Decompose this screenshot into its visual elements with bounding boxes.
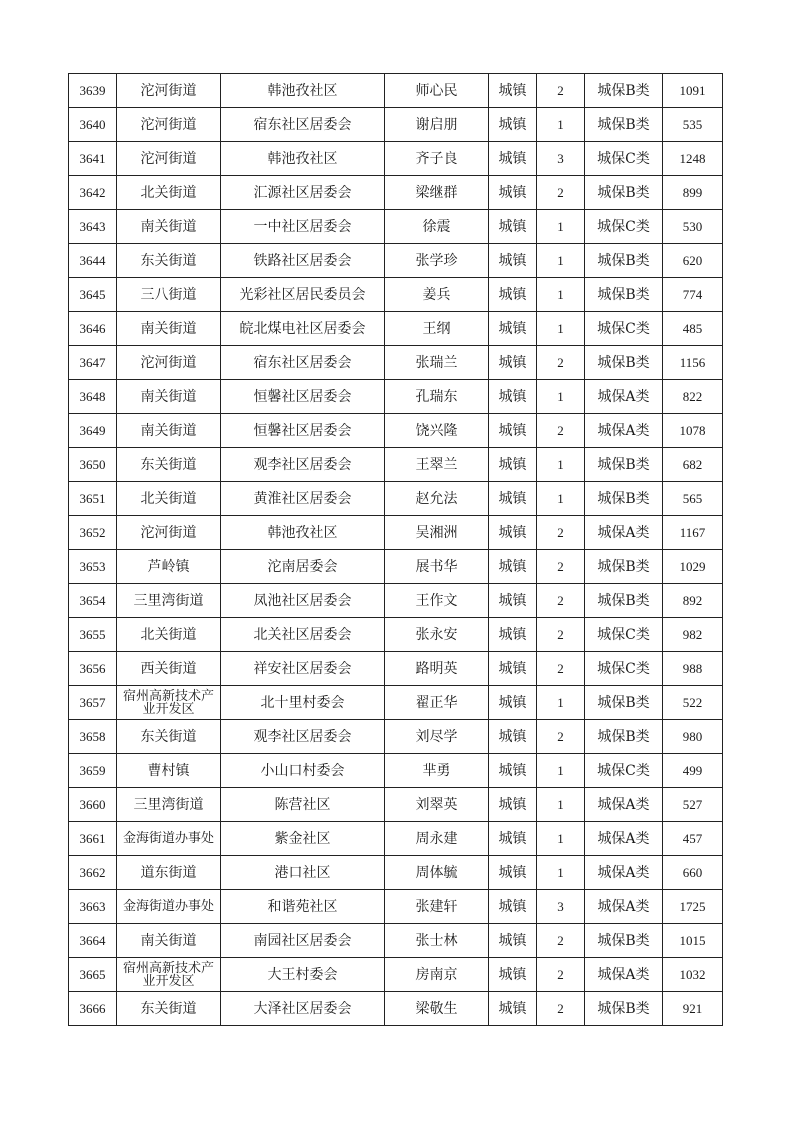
cell-person-name: 梁继群: [385, 176, 489, 210]
cell-area-type: 城镇: [489, 958, 537, 992]
cell-household-count: 2: [537, 414, 585, 448]
cell-amount: 522: [663, 686, 723, 720]
cell-street-office: [117, 686, 221, 720]
cell-serial-number: 3660: [69, 788, 117, 822]
cell-serial-number: 3656: [69, 652, 117, 686]
cell-community: 韩池孜社区: [221, 142, 385, 176]
cell-person-name: 谢启朋: [385, 108, 489, 142]
cell-street-office: 三八街道: [117, 278, 221, 312]
cell-amount: 499: [663, 754, 723, 788]
cell-community: 观李社区居委会: [221, 448, 385, 482]
cell-amount: 1156: [663, 346, 723, 380]
cell-community: 南园社区居委会: [221, 924, 385, 958]
cell-street-office: 南关街道: [117, 210, 221, 244]
cell-street-office-text: 金海街道办事处: [122, 831, 214, 846]
cell-household-count: 1: [537, 278, 585, 312]
cell-area-type: 城镇: [489, 924, 537, 958]
cell-household-count: 2: [537, 584, 585, 618]
cell-amount: 1248: [663, 142, 723, 176]
cell-household-count: 3: [537, 142, 585, 176]
cell-area-type: 城镇: [489, 686, 537, 720]
cell-insurance-category: 城保A类: [585, 822, 663, 856]
cell-street-office: 北关街道: [117, 618, 221, 652]
cell-community: 陈营社区: [221, 788, 385, 822]
cell-community: 宿东社区居委会: [221, 108, 385, 142]
cell-insurance-category: 城保B类: [585, 244, 663, 278]
cell-amount: 899: [663, 176, 723, 210]
cell-amount: 921: [663, 992, 723, 1026]
table-row: [69, 244, 723, 278]
cell-household-count: 2: [537, 550, 585, 584]
cell-person-name: 姜兵: [385, 278, 489, 312]
cell-area-type: 城镇: [489, 414, 537, 448]
cell-amount: 682: [663, 448, 723, 482]
table-row: [69, 890, 723, 924]
cell-household-count: 1: [537, 686, 585, 720]
cell-person-name: 梁敬生: [385, 992, 489, 1026]
cell-community: 小山口村委会: [221, 754, 385, 788]
cell-street-office: [117, 822, 221, 856]
cell-serial-number: 3661: [69, 822, 117, 856]
cell-community: 黄淮社区居委会: [221, 482, 385, 516]
cell-community: 一中社区居委会: [221, 210, 385, 244]
cell-person-name: 张永安: [385, 618, 489, 652]
cell-serial-number: 3643: [69, 210, 117, 244]
cell-community: 恒馨社区居委会: [221, 380, 385, 414]
cell-person-name: 王纲: [385, 312, 489, 346]
table-row: [69, 108, 723, 142]
cell-community: 观李社区居委会: [221, 720, 385, 754]
cell-amount: 1029: [663, 550, 723, 584]
cell-household-count: 1: [537, 380, 585, 414]
cell-community: 祥安社区居委会: [221, 652, 385, 686]
cell-area-type: 城镇: [489, 754, 537, 788]
cell-person-name: 刘尽学: [385, 720, 489, 754]
table-row: [69, 74, 723, 108]
table-row: [69, 856, 723, 890]
cell-area-type: 城镇: [489, 142, 537, 176]
table-row: [69, 380, 723, 414]
cell-street-office: 东关街道: [117, 720, 221, 754]
cell-serial-number: 3655: [69, 618, 117, 652]
cell-area-type: 城镇: [489, 618, 537, 652]
cell-insurance-category: 城保B类: [585, 346, 663, 380]
cell-household-count: 2: [537, 346, 585, 380]
cell-community: 凤池社区居委会: [221, 584, 385, 618]
cell-household-count: 2: [537, 176, 585, 210]
cell-insurance-category: 城保B类: [585, 924, 663, 958]
table-row: [69, 210, 723, 244]
cell-household-count: 2: [537, 992, 585, 1026]
cell-serial-number: 3651: [69, 482, 117, 516]
cell-area-type: 城镇: [489, 380, 537, 414]
cell-insurance-category: 城保A类: [585, 380, 663, 414]
table-row: [69, 142, 723, 176]
cell-person-name: 王翠兰: [385, 448, 489, 482]
cell-area-type: 城镇: [489, 822, 537, 856]
cell-household-count: 1: [537, 312, 585, 346]
cell-amount: 982: [663, 618, 723, 652]
cell-insurance-category: 城保C类: [585, 754, 663, 788]
cell-community: 北关社区居委会: [221, 618, 385, 652]
cell-insurance-category: 城保B类: [585, 176, 663, 210]
cell-household-count: 2: [537, 720, 585, 754]
table-row: [69, 686, 723, 720]
cell-insurance-category: 城保B类: [585, 278, 663, 312]
cell-street-office: 沱河街道: [117, 346, 221, 380]
cell-amount: 565: [663, 482, 723, 516]
cell-street-office: 北关街道: [117, 176, 221, 210]
table-row: [69, 346, 723, 380]
cell-serial-number: 3648: [69, 380, 117, 414]
table-body: [69, 74, 723, 1026]
cell-serial-number: 3659: [69, 754, 117, 788]
cell-area-type: 城镇: [489, 856, 537, 890]
cell-amount: 620: [663, 244, 723, 278]
table-row: [69, 618, 723, 652]
cell-household-count: 2: [537, 516, 585, 550]
cell-insurance-category: 城保B类: [585, 550, 663, 584]
cell-person-name: 刘翠英: [385, 788, 489, 822]
cell-community: 和谐苑社区: [221, 890, 385, 924]
cell-amount: 1091: [663, 74, 723, 108]
cell-amount: 988: [663, 652, 723, 686]
cell-street-office: 沱河街道: [117, 108, 221, 142]
cell-street-office: 东关街道: [117, 244, 221, 278]
cell-insurance-category: 城保B类: [585, 448, 663, 482]
cell-community: 恒馨社区居委会: [221, 414, 385, 448]
cell-area-type: 城镇: [489, 448, 537, 482]
cell-household-count: 3: [537, 890, 585, 924]
cell-area-type: 城镇: [489, 244, 537, 278]
cell-area-type: 城镇: [489, 516, 537, 550]
cell-person-name: 房南京: [385, 958, 489, 992]
cell-street-office: 道东街道: [117, 856, 221, 890]
cell-area-type: 城镇: [489, 278, 537, 312]
cell-person-name: 徐震: [385, 210, 489, 244]
cell-serial-number: 3640: [69, 108, 117, 142]
cell-person-name: 周体毓: [385, 856, 489, 890]
cell-amount: 1032: [663, 958, 723, 992]
cell-community: 韩池孜社区: [221, 516, 385, 550]
cell-area-type: 城镇: [489, 992, 537, 1026]
cell-street-office: 北关街道: [117, 482, 221, 516]
cell-community: 韩池孜社区: [221, 74, 385, 108]
cell-area-type: 城镇: [489, 584, 537, 618]
cell-household-count: 1: [537, 108, 585, 142]
table-row: [69, 414, 723, 448]
cell-person-name: 吴湘洲: [385, 516, 489, 550]
cell-insurance-category: 城保C类: [585, 652, 663, 686]
cell-person-name: 张瑞兰: [385, 346, 489, 380]
cell-street-office: 南关街道: [117, 380, 221, 414]
cell-insurance-category: 城保A类: [585, 414, 663, 448]
cell-serial-number: 3650: [69, 448, 117, 482]
cell-serial-number: 3652: [69, 516, 117, 550]
cell-insurance-category: 城保B类: [585, 108, 663, 142]
cell-street-office: [117, 890, 221, 924]
cell-insurance-category: 城保B类: [585, 74, 663, 108]
cell-household-count: 1: [537, 448, 585, 482]
cell-street-office-text: 宿州高新技术产业开发区: [122, 960, 214, 989]
cell-insurance-category: 城保A类: [585, 516, 663, 550]
cell-street-office: 南关街道: [117, 312, 221, 346]
cell-insurance-category: 城保C类: [585, 142, 663, 176]
table-row: [69, 312, 723, 346]
cell-area-type: 城镇: [489, 312, 537, 346]
cell-amount: 527: [663, 788, 723, 822]
cell-serial-number: 3644: [69, 244, 117, 278]
cell-insurance-category: 城保C类: [585, 618, 663, 652]
table-row: [69, 720, 723, 754]
cell-amount: 457: [663, 822, 723, 856]
cell-person-name: 张建轩: [385, 890, 489, 924]
cell-person-name: 赵允法: [385, 482, 489, 516]
cell-area-type: 城镇: [489, 210, 537, 244]
cell-serial-number: 3646: [69, 312, 117, 346]
cell-insurance-category: 城保C类: [585, 210, 663, 244]
cell-household-count: 2: [537, 924, 585, 958]
cell-person-name: 王作文: [385, 584, 489, 618]
table-row: [69, 788, 723, 822]
cell-person-name: 张士林: [385, 924, 489, 958]
cell-community: 港口社区: [221, 856, 385, 890]
cell-person-name: 饶兴隆: [385, 414, 489, 448]
table-row: [69, 516, 723, 550]
cell-serial-number: 3653: [69, 550, 117, 584]
cell-household-count: 1: [537, 244, 585, 278]
cell-person-name: 孔瑞东: [385, 380, 489, 414]
cell-household-count: 2: [537, 74, 585, 108]
cell-amount: 530: [663, 210, 723, 244]
table-row: [69, 176, 723, 210]
cell-community: 光彩社区居民委员会: [221, 278, 385, 312]
cell-serial-number: 3642: [69, 176, 117, 210]
cell-street-office: 沱河街道: [117, 516, 221, 550]
cell-street-office: 芦岭镇: [117, 550, 221, 584]
cell-serial-number: 3647: [69, 346, 117, 380]
cell-area-type: 城镇: [489, 108, 537, 142]
cell-area-type: 城镇: [489, 176, 537, 210]
cell-household-count: 2: [537, 652, 585, 686]
cell-insurance-category: 城保B类: [585, 686, 663, 720]
cell-person-name: 翟正华: [385, 686, 489, 720]
cell-household-count: 2: [537, 958, 585, 992]
cell-person-name: 张学珍: [385, 244, 489, 278]
cell-community: 宿东社区居委会: [221, 346, 385, 380]
cell-amount: 1167: [663, 516, 723, 550]
cell-street-office-text: 金海街道办事处: [122, 899, 214, 914]
cell-area-type: 城镇: [489, 346, 537, 380]
cell-household-count: 1: [537, 856, 585, 890]
cell-community: 紫金社区: [221, 822, 385, 856]
table-row: [69, 992, 723, 1026]
cell-amount: 892: [663, 584, 723, 618]
table-row: [69, 482, 723, 516]
cell-street-office: 沱河街道: [117, 142, 221, 176]
cell-community: 沱南居委会: [221, 550, 385, 584]
cell-household-count: 1: [537, 210, 585, 244]
cell-insurance-category: 城保B类: [585, 720, 663, 754]
cell-amount: 535: [663, 108, 723, 142]
cell-serial-number: 3657: [69, 686, 117, 720]
table-row: [69, 584, 723, 618]
cell-amount: 1078: [663, 414, 723, 448]
cell-insurance-category: 城保A类: [585, 958, 663, 992]
cell-area-type: 城镇: [489, 652, 537, 686]
cell-insurance-category: 城保B类: [585, 584, 663, 618]
cell-amount: 1725: [663, 890, 723, 924]
cell-serial-number: 3645: [69, 278, 117, 312]
cell-area-type: 城镇: [489, 550, 537, 584]
cell-insurance-category: 城保B类: [585, 482, 663, 516]
cell-amount: 660: [663, 856, 723, 890]
cell-serial-number: 3649: [69, 414, 117, 448]
cell-serial-number: 3666: [69, 992, 117, 1026]
table-row: [69, 278, 723, 312]
table-row: [69, 550, 723, 584]
cell-community: 北十里村委会: [221, 686, 385, 720]
cell-person-name: 齐子良: [385, 142, 489, 176]
table-row: [69, 652, 723, 686]
table-row: [69, 822, 723, 856]
cell-serial-number: 3639: [69, 74, 117, 108]
table-row: [69, 958, 723, 992]
cell-street-office: 三里湾街道: [117, 584, 221, 618]
cell-serial-number: 3658: [69, 720, 117, 754]
table-row: [69, 448, 723, 482]
cell-community: 皖北煤电社区居委会: [221, 312, 385, 346]
cell-serial-number: 3654: [69, 584, 117, 618]
cell-serial-number: 3664: [69, 924, 117, 958]
table-row: [69, 754, 723, 788]
cell-amount: 980: [663, 720, 723, 754]
cell-area-type: 城镇: [489, 74, 537, 108]
cell-community: 铁路社区居委会: [221, 244, 385, 278]
cell-street-office: 南关街道: [117, 414, 221, 448]
cell-street-office: 西关街道: [117, 652, 221, 686]
cell-street-office: [117, 958, 221, 992]
cell-person-name: 路明英: [385, 652, 489, 686]
cell-serial-number: 3665: [69, 958, 117, 992]
cell-street-office: 南关街道: [117, 924, 221, 958]
cell-serial-number: 3641: [69, 142, 117, 176]
cell-street-office: 东关街道: [117, 448, 221, 482]
cell-street-office-text: 宿州高新技术产业开发区: [122, 688, 214, 717]
cell-area-type: 城镇: [489, 788, 537, 822]
cell-area-type: 城镇: [489, 890, 537, 924]
cell-insurance-category: 城保A类: [585, 856, 663, 890]
cell-insurance-category: 城保C类: [585, 312, 663, 346]
cell-household-count: 1: [537, 788, 585, 822]
cell-person-name: 芈勇: [385, 754, 489, 788]
cell-household-count: 1: [537, 482, 585, 516]
cell-amount: 1015: [663, 924, 723, 958]
cell-insurance-category: 城保A类: [585, 890, 663, 924]
cell-street-office: 三里湾街道: [117, 788, 221, 822]
cell-serial-number: 3662: [69, 856, 117, 890]
cell-person-name: 展书华: [385, 550, 489, 584]
table-row: [69, 924, 723, 958]
cell-person-name: 周永建: [385, 822, 489, 856]
cell-street-office: 沱河街道: [117, 74, 221, 108]
cell-community: 大泽社区居委会: [221, 992, 385, 1026]
cell-street-office: 曹村镇: [117, 754, 221, 788]
welfare-roster-table: [68, 73, 723, 1026]
cell-household-count: 1: [537, 822, 585, 856]
cell-area-type: 城镇: [489, 720, 537, 754]
cell-amount: 774: [663, 278, 723, 312]
cell-street-office: 东关街道: [117, 992, 221, 1026]
cell-area-type: 城镇: [489, 482, 537, 516]
cell-amount: 822: [663, 380, 723, 414]
cell-household-count: 2: [537, 618, 585, 652]
cell-serial-number: 3663: [69, 890, 117, 924]
cell-insurance-category: 城保B类: [585, 992, 663, 1026]
cell-insurance-category: 城保A类: [585, 788, 663, 822]
cell-community: 汇源社区居委会: [221, 176, 385, 210]
cell-household-count: 1: [537, 754, 585, 788]
cell-person-name: 师心民: [385, 74, 489, 108]
cell-amount: 485: [663, 312, 723, 346]
cell-community: 大王村委会: [221, 958, 385, 992]
